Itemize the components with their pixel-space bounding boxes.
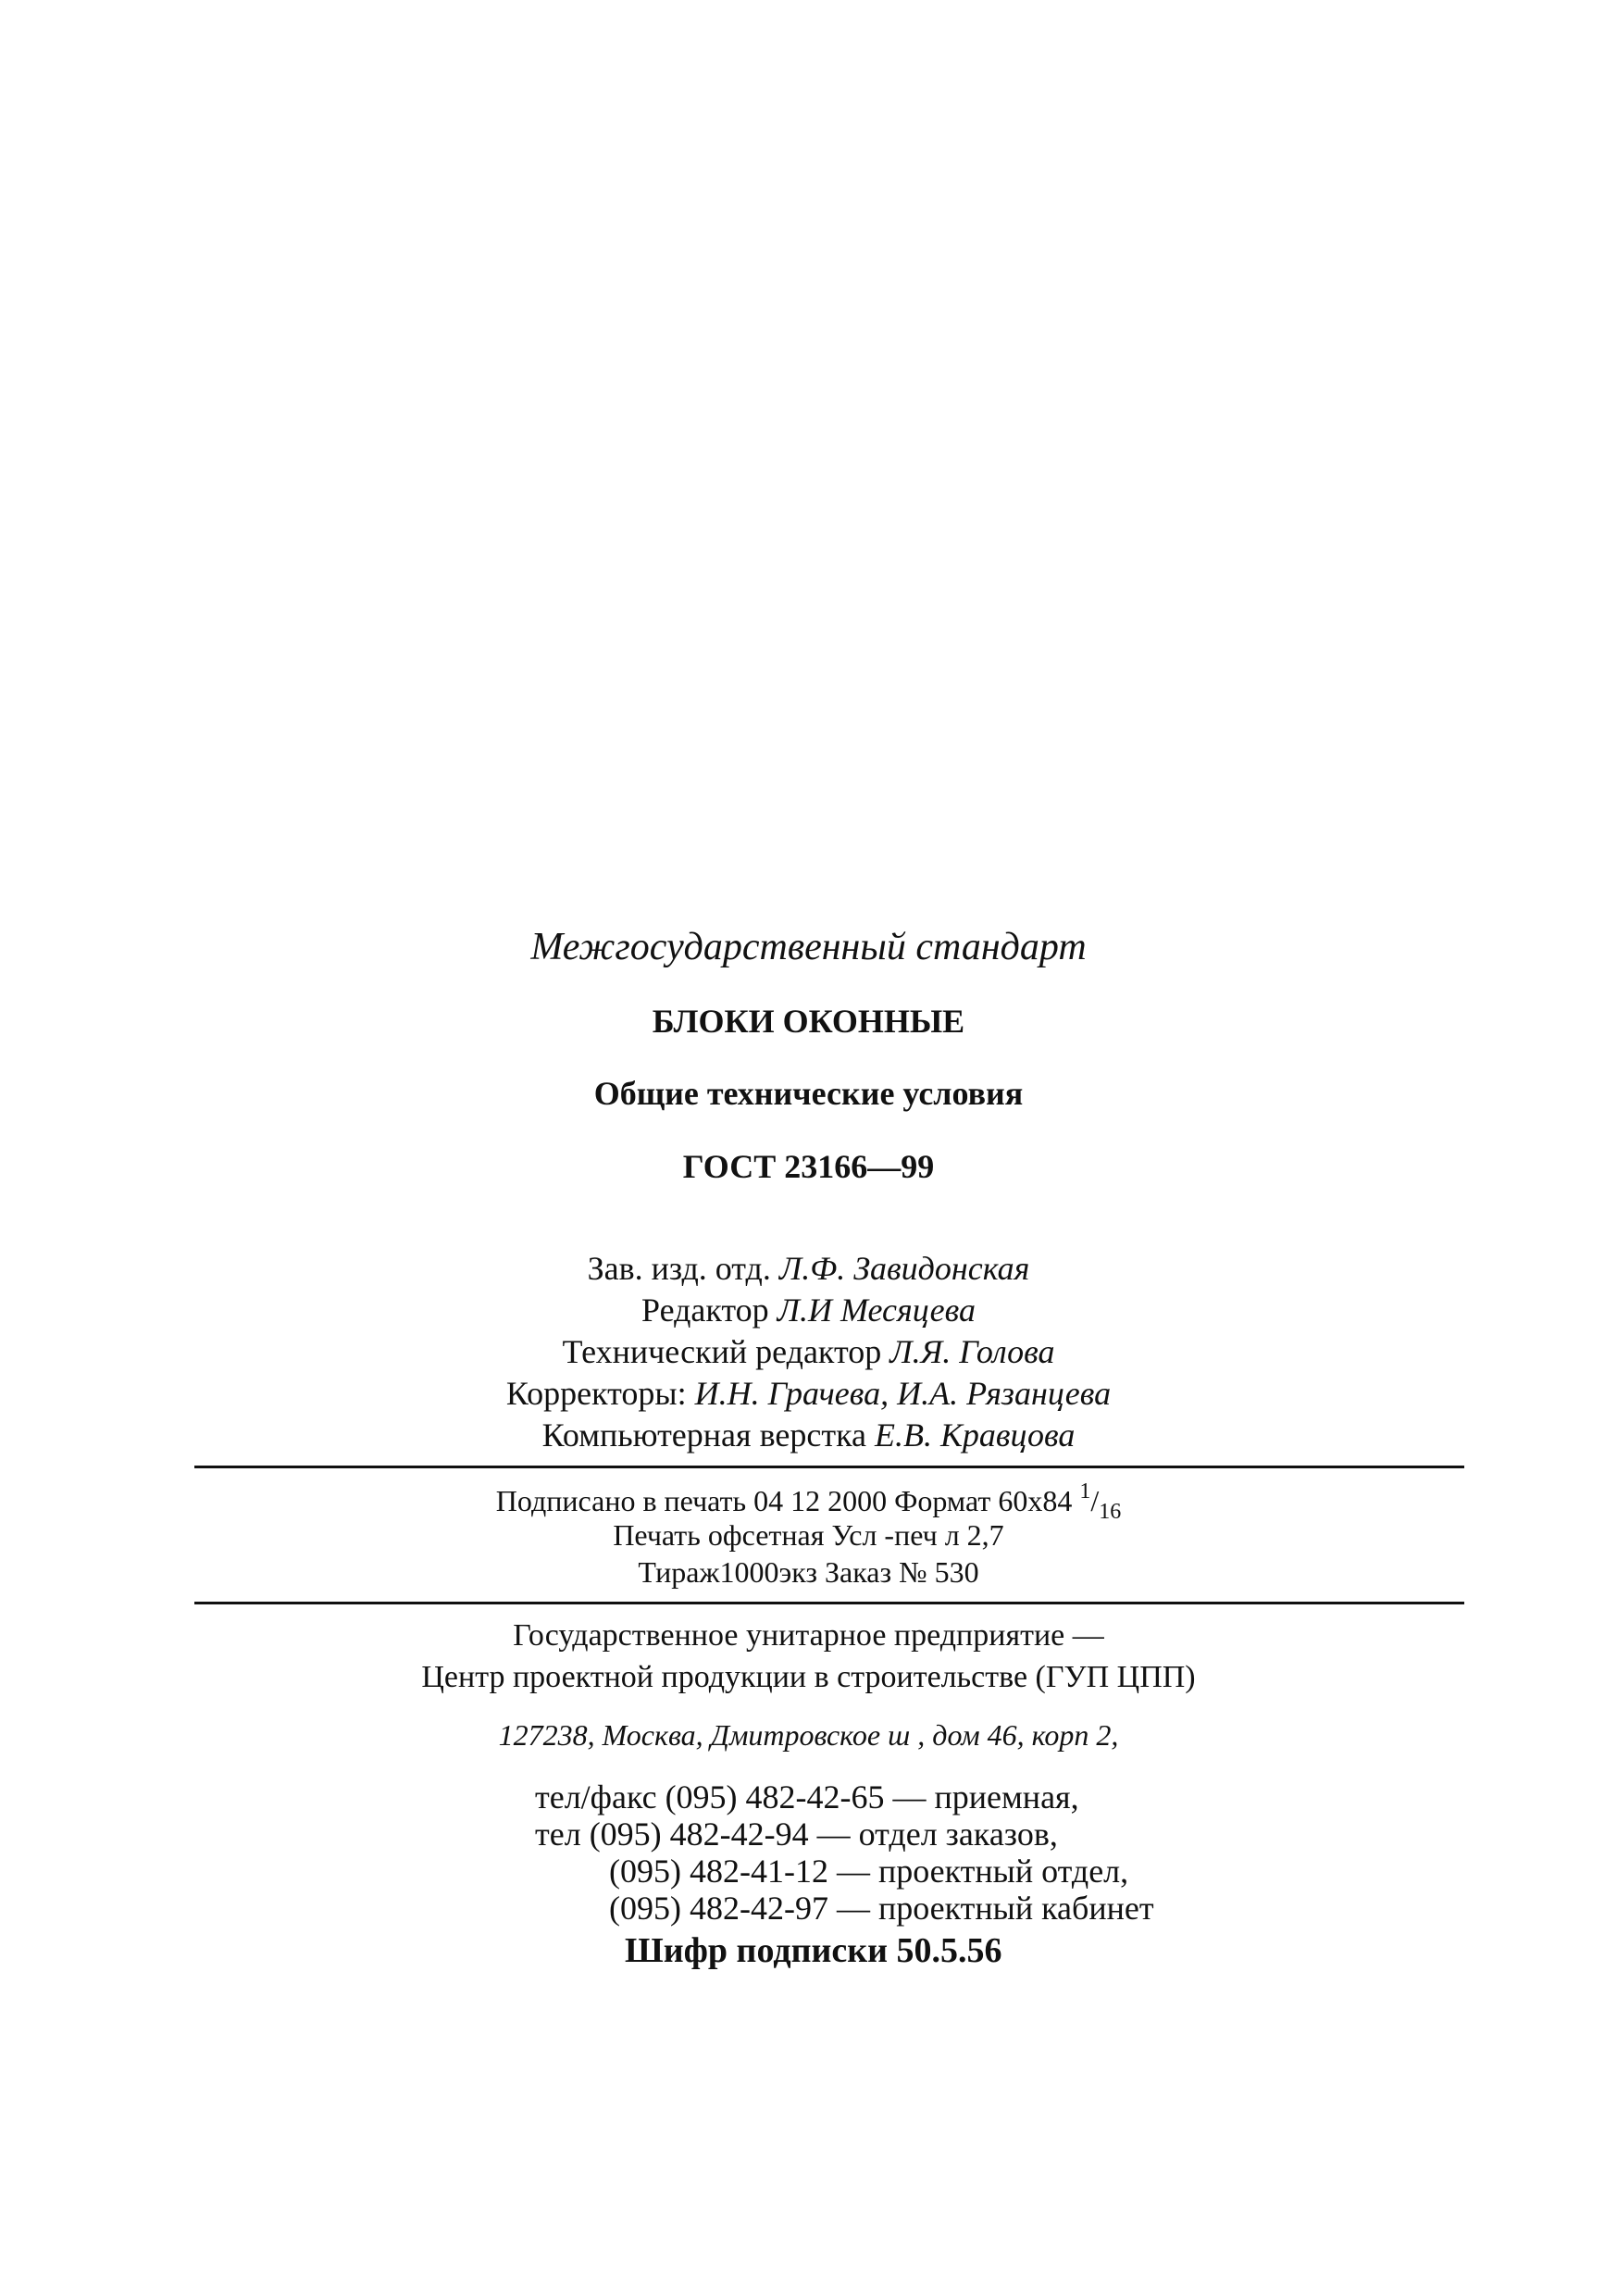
credit-line: [0, 1377, 1617, 1410]
print-offset: Печать офсетная Усл -печ л 2,7: [613, 1518, 1004, 1552]
credit-name: Л.Я. Голова: [889, 1333, 1055, 1370]
contact-line: [535, 1780, 1079, 1814]
credit-line: [0, 1252, 1617, 1285]
credit-name: И.Н. Грачева, И.А. Рязанцева: [694, 1375, 1112, 1412]
contact-phone: (095) 482-41-12: [609, 1853, 828, 1890]
publisher-line-1: Государственное унитарное предприятие —: [513, 1618, 1104, 1653]
gost-number: ГОСТ 23166—99: [682, 1148, 935, 1185]
contact-desc: — отдел заказов,: [816, 1816, 1058, 1853]
credit-role: Технический редактор: [562, 1333, 882, 1370]
divider-top: [194, 1466, 1464, 1468]
subscription-code: Шифр подписки 50.5.56: [625, 1931, 1002, 1970]
credit-line: [0, 1418, 1617, 1452]
contact-line: [609, 1891, 1154, 1925]
credit-line: [0, 1293, 1617, 1327]
print-signed-text: Подписано в печать 04 12 2000 Формат 60x84: [495, 1484, 1073, 1517]
print-circulation: Тираж1000экз Заказ № 530: [638, 1555, 979, 1589]
credit-role: Зав. изд. отд.: [587, 1250, 771, 1287]
divider-bottom: [194, 1602, 1464, 1604]
format-denominator: 16: [1099, 1500, 1122, 1524]
credit-name: Л.Ф. Завидонская: [778, 1250, 1030, 1287]
publisher-line-2: Центр проектной продукции в строительстве (ГУП ЦПП): [421, 1660, 1196, 1694]
contact-phone: (095) 482-42-65: [665, 1778, 885, 1816]
document-title: БЛОКИ ОКОННЫЕ: [652, 1003, 965, 1040]
credit-name: Л.И Месяцева: [777, 1292, 976, 1329]
contact-line: [609, 1854, 1128, 1888]
contact-desc: — проектный кабинет: [836, 1890, 1154, 1927]
standard-type: Межгосударственный стандарт: [530, 926, 1087, 968]
credit-role: Корректоры:: [505, 1375, 687, 1412]
contact-phone: (095) 482-42-94: [589, 1816, 809, 1853]
publisher-address: 127238, Москва, Дмитровское ш , дом 46, корп 2,: [498, 1718, 1119, 1752]
credit-role: Редактор: [641, 1292, 769, 1329]
document-subtitle: Общие технические условия: [593, 1075, 1024, 1112]
contact-phone: (095) 482-42-97: [609, 1890, 828, 1927]
print-signed: Подписано в печать 04 12 2000 Формат 60x84 $^1/_{16}$: [495, 1479, 1122, 1524]
contact-desc: — проектный отдел,: [836, 1853, 1129, 1890]
credit-line: [0, 1335, 1617, 1368]
credit-name: Е.В. Кравцова: [875, 1416, 1076, 1454]
contact-prefix: тел/факс: [535, 1778, 657, 1816]
contact-desc: — приемная,: [892, 1778, 1079, 1816]
contact-line: [535, 1817, 1058, 1851]
credit-role: Компьютерная верстка: [541, 1416, 866, 1454]
contact-prefix: тел: [535, 1816, 581, 1853]
format-numerator: 1: [1079, 1479, 1091, 1504]
